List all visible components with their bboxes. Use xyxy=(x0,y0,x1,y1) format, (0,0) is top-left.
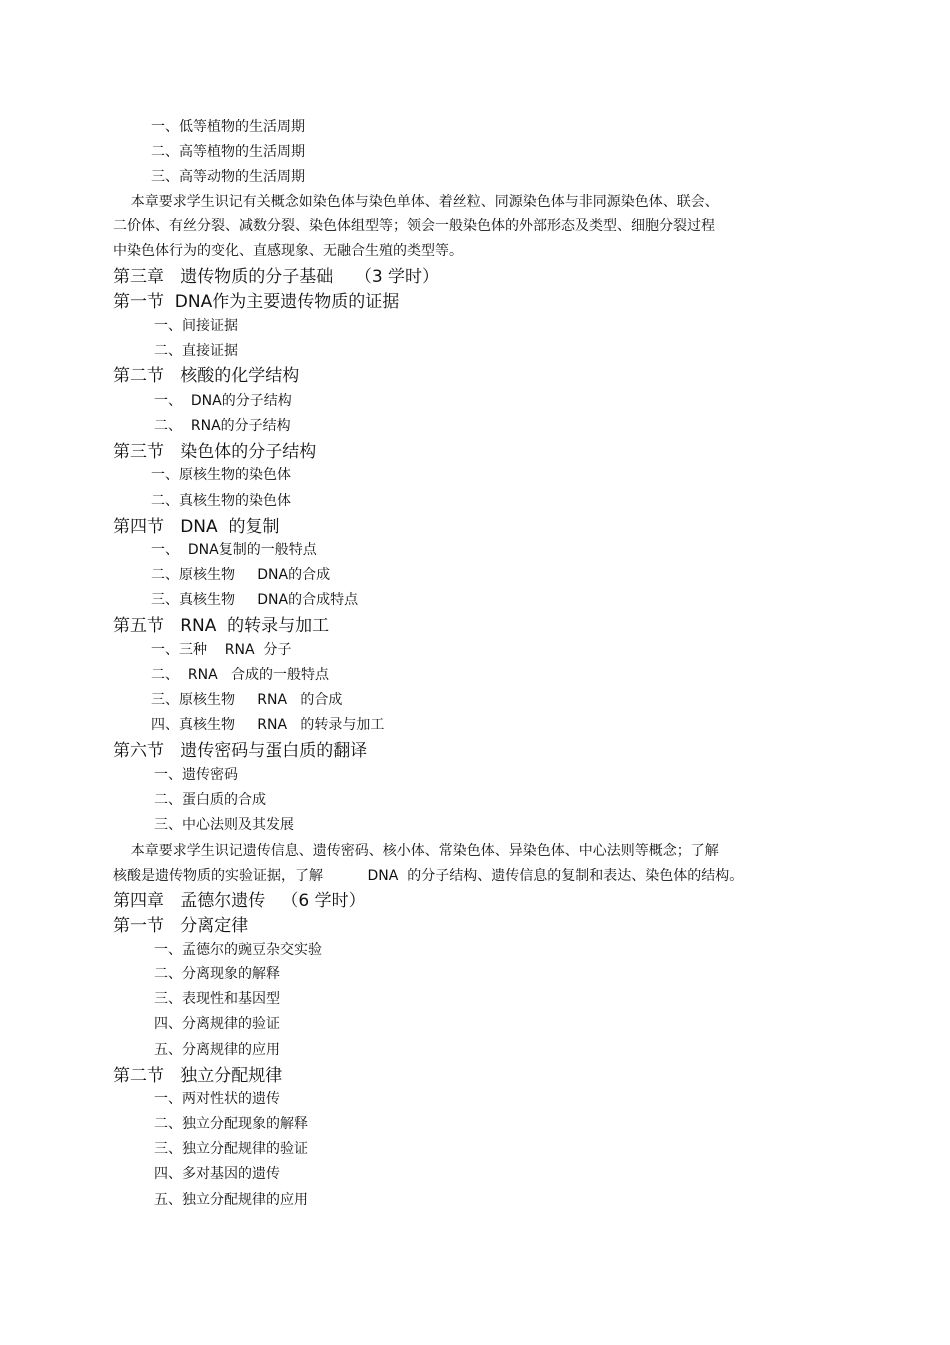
chapter-summary-line: 二价体、有丝分裂、减数分裂、染色体组型等；领会一般染色体的外部形态及类型、细胞分裂过程 xyxy=(113,218,715,234)
list-item: 二、直接证据 xyxy=(154,343,238,359)
list-item: 三、表现性和基因型 xyxy=(154,991,280,1007)
list-item: 一、三种 RNA 分子 xyxy=(151,642,292,658)
list-item: 一、孟德尔的豌豆杂交实验 xyxy=(154,942,322,958)
list-item: 一、间接证据 xyxy=(154,318,238,334)
section-heading: 第六节 遗传密码与蛋白质的翻译 xyxy=(113,741,368,761)
list-item: 一、 DNA的分子结构 xyxy=(154,393,292,409)
list-item: 四、真核生物 RNA 的转录与加工 xyxy=(151,717,385,733)
list-item: 一、遗传密码 xyxy=(154,767,238,783)
list-item: 三、独立分配规律的验证 xyxy=(154,1141,308,1157)
list-item: 二、 RNA 合成的一般特点 xyxy=(151,667,330,683)
section-heading: 第二节 核酸的化学结构 xyxy=(113,366,300,386)
chapter-summary-line: 中染色体行为的变化、直感现象、无融合生殖的类型等。 xyxy=(113,243,463,259)
list-item: 三、真核生物 DNA的合成特点 xyxy=(151,592,359,608)
list-item: 二、独立分配现象的解释 xyxy=(154,1116,308,1132)
list-item: 一、 DNA复制的一般特点 xyxy=(151,542,317,558)
list-item: 二、原核生物 DNA的合成 xyxy=(151,567,331,583)
chapter-heading: 第三章 遗传物质的分子基础 （3 学时） xyxy=(113,267,440,287)
list-item: 五、分离规律的应用 xyxy=(154,1042,280,1058)
chapter-heading: 第四章 孟德尔遗传 （6 学时） xyxy=(113,891,366,911)
list-item: 一、原核生物的染色体 xyxy=(151,467,291,483)
list-item: 一、两对性状的遗传 xyxy=(154,1091,280,1107)
list-item: 二、真核生物的染色体 xyxy=(151,493,291,509)
list-item: 一、低等植物的生活周期 xyxy=(151,119,305,135)
list-item: 二、蛋白质的合成 xyxy=(154,792,266,808)
list-item: 三、高等动物的生活周期 xyxy=(151,169,305,185)
list-item: 二、 RNA的分子结构 xyxy=(154,418,291,434)
chapter-summary-line: 本章要求学生识记有关概念如染色体与染色单体、着丝粒、同源染色体与非同源染色体、联会、 xyxy=(113,194,719,210)
list-item: 五、独立分配规律的应用 xyxy=(154,1192,308,1208)
section-heading: 第四节 DNA 的复制 xyxy=(113,517,280,537)
section-heading: 第一节 DNA作为主要遗传物质的证据 xyxy=(113,292,400,312)
section-heading: 第五节 RNA 的转录与加工 xyxy=(113,616,330,636)
section-heading: 第一节 分离定律 xyxy=(113,916,249,936)
chapter-summary-line: 核酸是遗传物质的实验证据，了解 DNA 的分子结构、遗传信息的复制和表达、染色体的结构。 xyxy=(113,868,744,884)
list-item: 二、分离现象的解释 xyxy=(154,966,280,982)
list-item: 四、多对基因的遗传 xyxy=(154,1166,280,1182)
chapter-summary-line: 本章要求学生识记遗传信息、遗传密码、核小体、常染色体、异染色体、中心法则等概念；了解 xyxy=(113,843,719,859)
list-item: 三、中心法则及其发展 xyxy=(154,817,294,833)
list-item: 二、高等植物的生活周期 xyxy=(151,144,305,160)
section-heading: 第二节 独立分配规律 xyxy=(113,1066,283,1086)
section-heading: 第三节 染色体的分子结构 xyxy=(113,442,317,462)
list-item: 三、原核生物 RNA 的合成 xyxy=(151,692,343,708)
list-item: 四、分离规律的验证 xyxy=(154,1016,280,1032)
